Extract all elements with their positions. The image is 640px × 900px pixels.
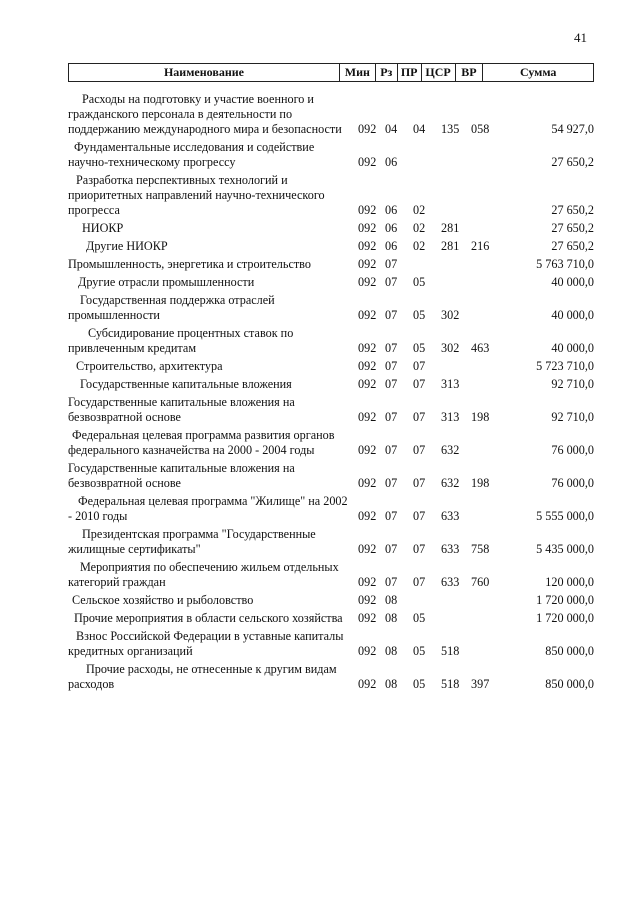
table-row (68, 629, 598, 659)
header-pr: ПР (398, 64, 422, 81)
row-pr: 05 (413, 275, 426, 289)
row-sum: 1 720 000,0 (536, 593, 594, 607)
row-rz: 07 (385, 308, 398, 322)
row-csr: 281 (441, 221, 460, 235)
row-min: 092 (358, 122, 377, 136)
row-rz: 07 (385, 359, 398, 373)
row-vr: 397 (471, 677, 490, 691)
row-sum: 5 435 000,0 (536, 542, 594, 556)
row-pr: 07 (413, 410, 426, 424)
row-sum: 92 710,0 (551, 377, 594, 391)
row-name: Фундаментальные исследования и содействие научно-техническому прогрессу (68, 140, 315, 169)
table-row (68, 428, 598, 458)
table-row (68, 257, 598, 272)
row-min: 092 (358, 509, 377, 523)
row-min: 092 (358, 275, 377, 289)
row-min: 092 (358, 308, 377, 322)
row-pr: 07 (413, 377, 426, 391)
row-sum: 27 650,2 (551, 239, 594, 253)
row-pr: 07 (413, 542, 426, 556)
row-csr: 518 (441, 677, 460, 691)
row-name: Федеральная целевая программа "Жилище" на 2002 - 2010 годы (68, 494, 348, 523)
row-vr: 058 (471, 122, 490, 136)
row-sum: 92 710,0 (551, 410, 594, 424)
row-name: Прочие расходы, не отнесенные к другим видам расходов (68, 662, 337, 691)
row-min: 092 (358, 443, 377, 457)
header-csr: ЦСР (422, 64, 456, 81)
row-name: Государственные капитальные вложения на безвозвратной основе (68, 395, 295, 424)
row-min: 092 (358, 611, 377, 625)
row-rz: 07 (385, 410, 398, 424)
row-min: 092 (358, 155, 377, 169)
row-min: 092 (358, 341, 377, 355)
row-csr: 633 (441, 509, 460, 523)
row-rz: 08 (385, 677, 398, 691)
header-rz: Рз (376, 64, 398, 81)
row-sum: 40 000,0 (551, 275, 594, 289)
row-min: 092 (358, 239, 377, 253)
row-vr: 463 (471, 341, 490, 355)
row-pr: 07 (413, 443, 426, 457)
row-name: Субсидирование процентных ставок по привлеченным кредитам (68, 326, 294, 355)
row-name: Промышленность, энергетика и строительство (68, 257, 311, 271)
row-csr: 302 (441, 341, 460, 355)
row-name: Разработка перспективных технологий и приоритетных направлений научно-технического прогресса (68, 173, 325, 217)
row-pr: 05 (413, 611, 426, 625)
row-name: Строительство, архитектура (76, 359, 223, 373)
row-sum: 1 720 000,0 (536, 611, 594, 625)
row-name: Президентская программа "Государственные жилищные сертификаты" (68, 527, 316, 556)
row-pr: 02 (413, 221, 426, 235)
row-vr: 198 (471, 476, 490, 490)
row-csr: 135 (441, 122, 460, 136)
header-min: Мин (340, 64, 376, 81)
row-rz: 07 (385, 542, 398, 556)
row-sum: 76 000,0 (551, 476, 594, 490)
table-header (68, 63, 594, 82)
row-rz: 06 (385, 203, 398, 217)
row-min: 092 (358, 257, 377, 271)
row-sum: 40 000,0 (551, 341, 594, 355)
table-row (68, 662, 598, 692)
row-csr: 313 (441, 377, 460, 391)
row-vr: 198 (471, 410, 490, 424)
row-name: Другие отрасли промышленности (78, 275, 255, 289)
row-csr: 632 (441, 476, 460, 490)
row-min: 092 (358, 203, 377, 217)
table-row (68, 239, 598, 254)
row-rz: 06 (385, 221, 398, 235)
row-pr: 07 (413, 359, 426, 373)
header-name: Наименование (69, 64, 340, 81)
table-row (68, 611, 598, 626)
header-vr: ВР (456, 64, 484, 81)
row-name: Расходы на подготовку и участие военного и гражданского персонала в деятельности по поддержанию международного мира и безопасности (68, 92, 342, 136)
row-sum: 120 000,0 (545, 575, 594, 589)
row-min: 092 (358, 476, 377, 490)
row-min: 092 (358, 575, 377, 589)
row-csr: 281 (441, 239, 460, 253)
row-rz: 07 (385, 476, 398, 490)
row-min: 092 (358, 593, 377, 607)
row-name: НИОКР (82, 221, 124, 235)
row-csr: 633 (441, 575, 460, 589)
row-name: Государственная поддержка отраслей промышленности (68, 293, 275, 322)
table-row (68, 593, 598, 608)
row-pr: 07 (413, 509, 426, 523)
row-sum: 76 000,0 (551, 443, 594, 457)
row-pr: 02 (413, 239, 426, 253)
row-rz: 07 (385, 275, 398, 289)
row-min: 092 (358, 377, 377, 391)
row-name: Государственные капитальные вложения (80, 377, 292, 391)
row-rz: 07 (385, 341, 398, 355)
table-row (68, 527, 598, 557)
header-sum: Сумма (519, 65, 557, 79)
table-row (68, 377, 598, 392)
row-csr: 518 (441, 644, 460, 658)
row-rz: 07 (385, 575, 398, 589)
row-sum: 27 650,2 (551, 203, 594, 217)
table-row (68, 326, 598, 356)
table-row (68, 293, 598, 323)
row-pr: 07 (413, 476, 426, 490)
table-row (68, 461, 598, 491)
row-rz: 07 (385, 377, 398, 391)
table-row (68, 221, 598, 236)
row-rz: 07 (385, 257, 398, 271)
table-row (68, 140, 598, 170)
row-rz: 08 (385, 593, 398, 607)
row-name: Федеральная целевая программа развития органов федерального казначейства на 2000 - 2004 годы (68, 428, 335, 457)
row-min: 092 (358, 542, 377, 556)
row-name: Сельское хозяйство и рыболовство (72, 593, 254, 607)
row-rz: 07 (385, 443, 398, 457)
row-pr: 07 (413, 575, 426, 589)
row-csr: 632 (441, 443, 460, 457)
row-csr: 633 (441, 542, 460, 556)
row-min: 092 (358, 410, 377, 424)
table-row (68, 395, 598, 425)
table-row (68, 275, 598, 290)
row-sum: 40 000,0 (551, 308, 594, 322)
row-name: Взнос Российской Федерации в уставные капиталы кредитных организаций (68, 629, 344, 658)
row-pr: 05 (413, 341, 426, 355)
table-row (68, 359, 598, 374)
row-min: 092 (358, 359, 377, 373)
row-min: 092 (358, 644, 377, 658)
row-vr: 758 (471, 542, 490, 556)
row-csr: 302 (441, 308, 460, 322)
row-vr: 216 (471, 239, 490, 253)
table-body (68, 92, 598, 695)
table-row (68, 560, 598, 590)
row-rz: 04 (385, 122, 398, 136)
row-vr: 760 (471, 575, 490, 589)
row-pr: 05 (413, 308, 426, 322)
page-number: 41 (574, 30, 587, 45)
table-row (68, 494, 598, 524)
row-sum: 850 000,0 (545, 644, 594, 658)
row-min: 092 (358, 221, 377, 235)
row-pr: 05 (413, 677, 426, 691)
row-sum: 5 723 710,0 (536, 359, 594, 373)
row-rz: 06 (385, 155, 398, 169)
row-name: Прочие мероприятия в области сельского хозяйства (74, 611, 343, 625)
row-sum: 27 650,2 (551, 221, 594, 235)
row-pr: 02 (413, 203, 426, 217)
row-rz: 07 (385, 509, 398, 523)
row-sum: 5 555 000,0 (536, 509, 594, 523)
table-row (68, 173, 598, 218)
row-rz: 06 (385, 239, 398, 253)
row-name: Мероприятия по обеспечению жильем отдельных категорий граждан (68, 560, 339, 589)
table-row (68, 92, 598, 137)
row-rz: 08 (385, 611, 398, 625)
row-min: 092 (358, 677, 377, 691)
row-sum: 5 763 710,0 (536, 257, 594, 271)
row-csr: 313 (441, 410, 460, 424)
row-pr: 04 (413, 122, 426, 136)
row-sum: 850 000,0 (545, 677, 594, 691)
row-sum: 54 927,0 (551, 122, 594, 136)
row-name: Государственные капитальные вложения на безвозвратной основе (68, 461, 295, 490)
row-pr: 05 (413, 644, 426, 658)
row-name: Другие НИОКР (86, 239, 168, 253)
row-rz: 08 (385, 644, 398, 658)
row-sum: 27 650,2 (551, 155, 594, 169)
